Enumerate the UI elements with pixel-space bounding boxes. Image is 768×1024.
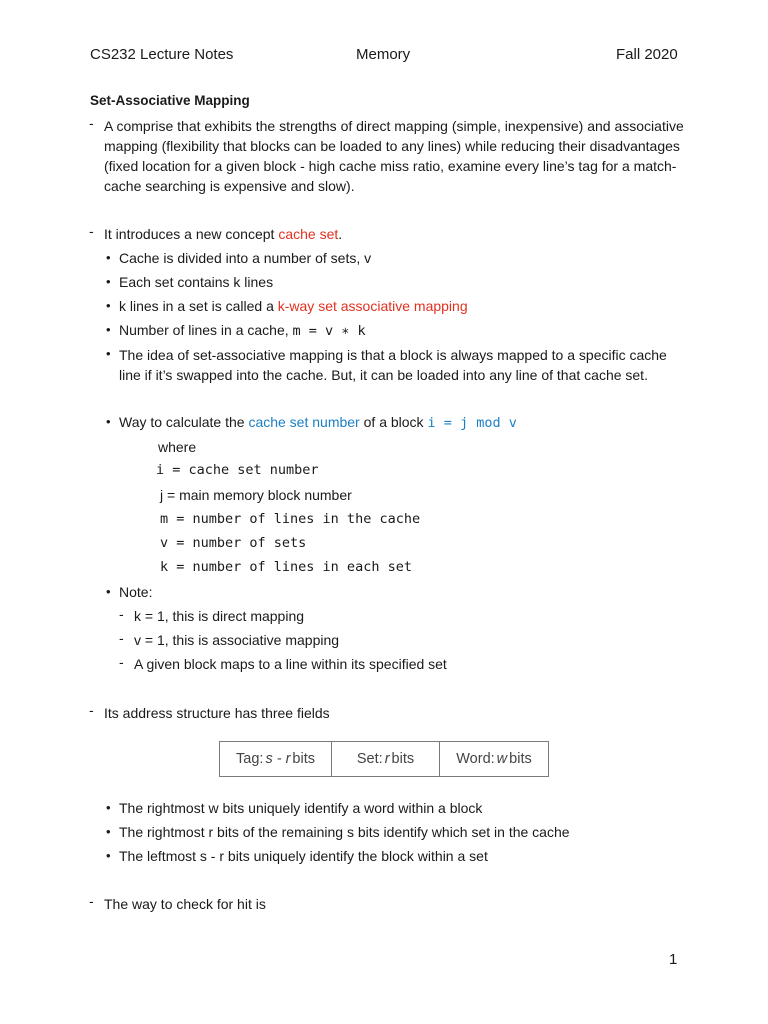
note-block-maps: A given block maps to a line within its specified set (134, 656, 447, 672)
calc-prefix: Way to calculate the (119, 414, 249, 430)
dash-bullet: - (89, 893, 94, 909)
kway-prefix: k lines in a set is called a (119, 298, 278, 314)
field-tag-label: Tag: (236, 751, 264, 767)
dash-bullet: - (89, 223, 94, 239)
address-intro: Its address structure has three fields (104, 705, 330, 721)
field-word-var: w (496, 751, 508, 767)
term-cache-set: cache set (278, 226, 339, 242)
dash-bullet: - (89, 702, 94, 718)
term-kway: k-way set associative mapping (277, 298, 468, 314)
header-term: Fall 2020 (616, 46, 678, 63)
idea-line: The idea of set-associative mapping is that a block is always mapped to a specific cache (119, 347, 667, 363)
intro-line: cache searching is expensive and slow). (104, 178, 355, 194)
term-cache-set-number: cache set number (248, 414, 360, 430)
field-word-unit: bits (509, 751, 532, 767)
field-word-label: Word: (456, 751, 495, 767)
bullet-idea (119, 345, 699, 385)
field-word (439, 742, 548, 776)
field-desc-set: The rightmost r bits of the remaining s bits identify which set in the cache (119, 824, 570, 840)
section-title: Set-Associative Mapping (90, 93, 250, 108)
bullet-calc (119, 414, 517, 431)
field-set-var: r (384, 751, 390, 767)
intro-paragraph (104, 116, 694, 196)
dash-bullet: - (119, 630, 124, 646)
dot-bullet: • (106, 298, 111, 313)
formula-m: m = v ∗ k (292, 323, 366, 339)
field-set-label: Set: (356, 751, 383, 767)
bullet-lines: Each set contains k lines (119, 274, 274, 290)
concept-suffix: . (338, 226, 343, 242)
dot-bullet: • (106, 250, 111, 265)
def-i: i = cache set number (156, 462, 319, 478)
dot-bullet: • (106, 848, 111, 863)
intro-line: mapping (flexibility that blocks can be loaded to any lines) while reducing their disadvantages (104, 138, 680, 154)
field-desc-word: The rightmost w bits uniquely identify a word within a block (119, 800, 483, 816)
dot-bullet: • (106, 824, 111, 839)
calc-middle: of a block (359, 414, 428, 430)
dot-bullet: • (106, 346, 111, 361)
dot-bullet: • (106, 274, 111, 289)
intro-line: (fixed location for a given block - high cache miss ratio, examine every line’s tag for a match- (104, 158, 677, 174)
where-label: where (158, 439, 197, 455)
def-k: k = number of lines in each set (160, 559, 412, 575)
dot-bullet: • (106, 414, 111, 429)
hit-check-line: The way to check for hit is (104, 896, 266, 912)
concept-line (104, 226, 342, 242)
note-label: Note: (119, 584, 153, 600)
lines-count-prefix: Number of lines in a cache, (119, 322, 293, 338)
field-set (331, 742, 439, 776)
idea-line: line if it’s swapped into the cache. But, it can be loaded into any line of that cache set. (119, 367, 648, 383)
bullet-lines-count (119, 322, 366, 339)
note-associative: v = 1, this is associative mapping (134, 632, 340, 648)
dot-bullet: • (106, 584, 111, 599)
formula-i: i = j mod v (427, 415, 517, 431)
bullet-sets: Cache is divided into a number of sets, v (119, 250, 372, 266)
field-desc-tag: The leftmost s - r bits uniquely identify the block within a set (119, 848, 488, 864)
dash-bullet: - (119, 654, 124, 670)
def-v: v = number of sets (160, 535, 307, 551)
header-topic: Memory (356, 46, 411, 63)
dash-bullet: - (89, 115, 94, 131)
field-tag-unit: bits (292, 751, 315, 767)
bullet-kway (119, 298, 468, 314)
address-field-table (219, 741, 549, 777)
page-number: 1 (669, 951, 678, 968)
field-tag-var: s - r (265, 751, 291, 767)
dash-bullet: - (119, 606, 124, 622)
field-set-unit: bits (391, 751, 415, 767)
intro-line: A comprise that exhibits the strengths of direct mapping (simple, inexpensive) and associative (104, 118, 684, 134)
header-course: CS232 Lecture Notes (90, 46, 234, 63)
concept-prefix: It introduces a new concept (104, 226, 279, 242)
def-m: m = number of lines in the cache (160, 511, 421, 527)
note-direct: k = 1, this is direct mapping (134, 608, 305, 624)
dot-bullet: • (106, 800, 111, 815)
field-tag (220, 742, 331, 776)
def-j: j = main memory block number (160, 487, 352, 503)
dot-bullet: • (106, 322, 111, 337)
